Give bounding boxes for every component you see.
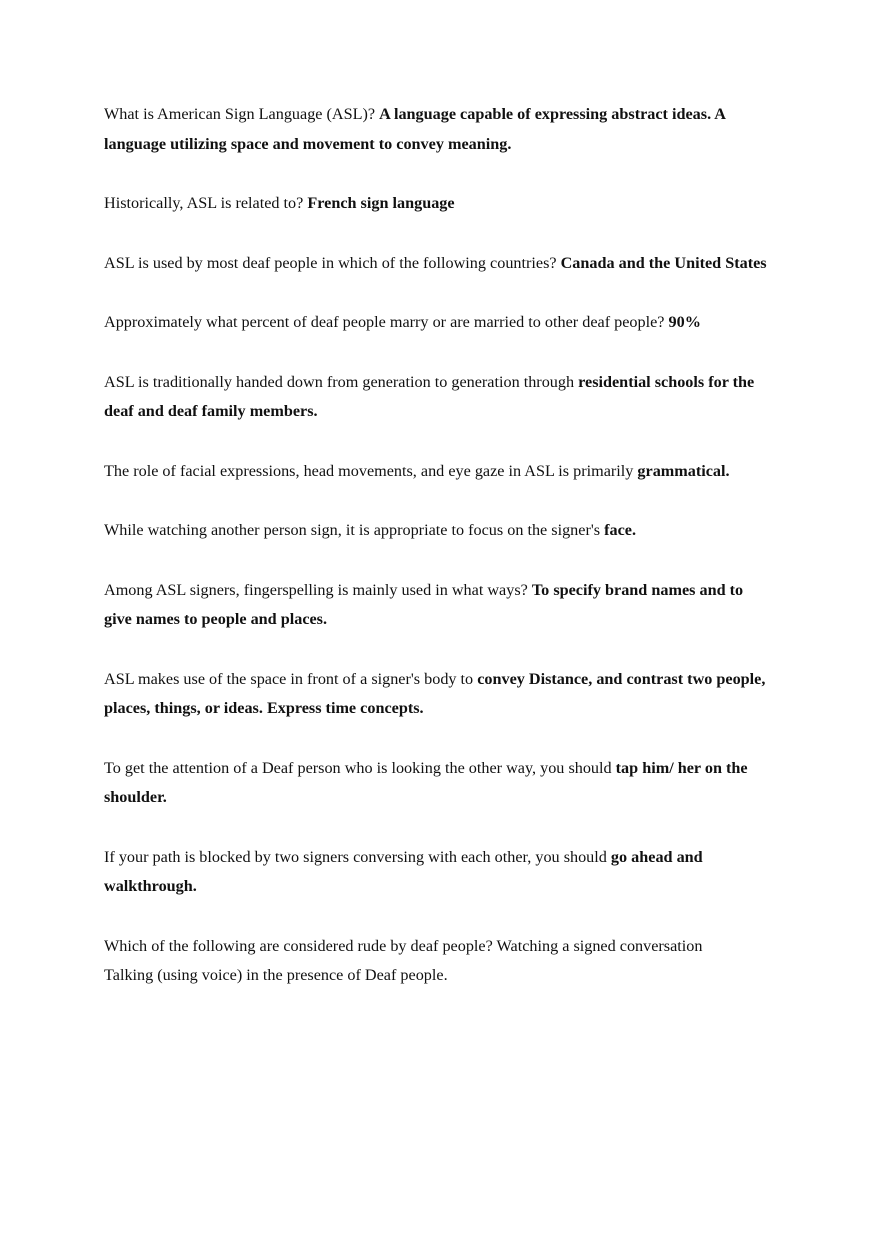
qa-item-2 — [104, 189, 784, 219]
answer-text: convey Distance, and contrast two people, places, things, or ideas. Express time concepts. — [104, 669, 766, 717]
question-text: ASL is traditionally handed down from generation to generation through — [104, 372, 579, 391]
qa-item-3 — [104, 249, 784, 279]
qa-item-12 — [104, 932, 754, 991]
answer-text: 90% — [668, 313, 701, 331]
answer-text: grammatical. — [637, 461, 730, 480]
qa-item-10 — [104, 754, 784, 813]
question-text: ASL is used by most deaf people in which of the following countries? — [104, 253, 561, 272]
qa-item-9 — [104, 665, 784, 724]
answer-text: A language capable of expressing abstract ideas. A language utilizing space and movement to convey meaning. — [104, 105, 726, 153]
qa-item-5 — [104, 368, 784, 427]
qa-item-7 — [104, 516, 784, 546]
question-text: To get the attention of a Deaf person who is looking the other way, you should — [104, 758, 616, 777]
answer-text: go ahead and walkthrough. — [104, 847, 703, 895]
answer-text: residential schools for the deaf and deaf family members. — [104, 372, 755, 420]
answer-text: face. — [604, 521, 637, 539]
question-text: What is American Sign Language (ASL)? — [104, 105, 380, 123]
answer-text: To specify brand names and to give names to people and places. — [104, 580, 744, 628]
qa-item-8 — [104, 576, 744, 635]
answer-text: French sign language — [307, 194, 455, 212]
qa-item-4 — [104, 308, 784, 338]
document-page — [104, 100, 784, 1021]
qa-item-1 — [104, 100, 784, 159]
qa-item-6 — [104, 457, 784, 487]
answer-text: tap him/ her on the shoulder. — [104, 758, 748, 806]
question-text: Which of the following are considered rude by deaf people? Watching a signed conversation Talking (using voice) in the presence of Deaf people. — [104, 936, 703, 984]
question-text: Historically, ASL is related to? — [104, 194, 308, 212]
question-text: ASL makes use of the space in front of a signer's body to — [104, 669, 478, 688]
question-text: While watching another person sign, it is appropriate to focus on the signer's — [104, 521, 605, 539]
question-text: Among ASL signers, fingerspelling is mainly used in what ways? — [104, 580, 532, 599]
question-text: The role of facial expressions, head movements, and eye gaze in ASL is primarily — [104, 461, 638, 480]
answer-text: Canada and the United States — [560, 253, 767, 272]
qa-item-11 — [104, 843, 784, 902]
question-text: If your path is blocked by two signers conversing with each other, you should — [104, 847, 611, 866]
question-text: Approximately what percent of deaf people marry or are married to other deaf people? — [104, 313, 669, 331]
